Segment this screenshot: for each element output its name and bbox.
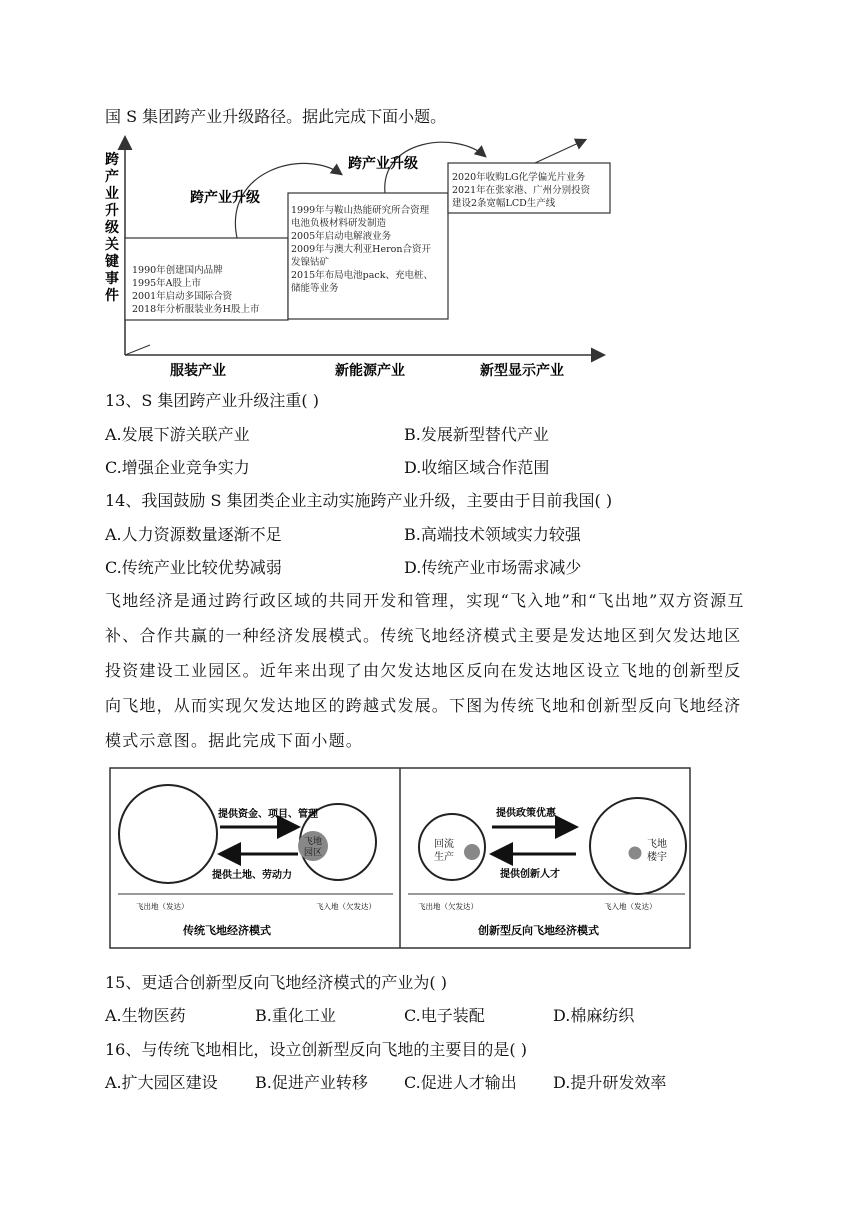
q16-option-c[interactable]: C.促进人才输出 — [404, 1073, 517, 1092]
svg-text:飞出地（欠发达）: 飞出地（欠发达） — [418, 902, 478, 911]
x-label-new-energy: 新能源产业 — [335, 363, 405, 379]
svg-text:2005年启动电解液业务: 2005年启动电解液业务 — [291, 231, 392, 242]
q16-stem: 16、与传统飞地相比，设立创新型反向飞地的主要目的是( ) — [105, 1040, 527, 1059]
q13-option-d[interactable]: D.收缩区域合作范围 — [404, 458, 550, 477]
q16-option-b[interactable]: B.促进产业转移 — [255, 1073, 368, 1092]
svg-text:升: 升 — [105, 203, 119, 219]
traditional-caption: 传统飞地经济模式 — [183, 924, 271, 937]
svg-text:储能等业务: 储能等业务 — [291, 283, 339, 294]
q15-option-d[interactable]: D.棉麻纺织 — [553, 1006, 635, 1025]
q15-stem: 15、更适合创新型反向飞地经济模式的产业为( ) — [105, 973, 447, 992]
svg-text:生产: 生产 — [434, 852, 454, 863]
svg-text:2001年启动多国际合资: 2001年启动多国际合资 — [132, 291, 233, 302]
q15-option-c[interactable]: C.电子装配 — [404, 1006, 485, 1025]
arrow-funds-label: 提供资金、项目、管理 — [218, 809, 318, 820]
svg-text:飞地: 飞地 — [647, 839, 667, 850]
svg-text:发镍钴矿: 发镍钴矿 — [291, 257, 330, 268]
svg-text:1999年与鞍山热能研究所合资理: 1999年与鞍山热能研究所合资理 — [291, 205, 430, 216]
arrow-policy-label: 提供政策优惠 — [496, 808, 556, 819]
x-label-apparel: 服装产业 — [170, 363, 226, 379]
svg-text:楼宇: 楼宇 — [647, 852, 667, 863]
svg-text:飞入地（发达）: 飞入地（发达） — [604, 902, 657, 911]
svg-text:1990年创建国内品牌: 1990年创建国内品牌 — [132, 265, 223, 276]
q13-option-a[interactable]: A.发展下游关联产业 — [105, 425, 250, 444]
svg-text:园区: 园区 — [304, 848, 323, 858]
upgrade-arrow-3 — [535, 140, 585, 163]
svg-text:2018年分析服装业务H股上市: 2018年分析服装业务H股上市 — [132, 304, 260, 315]
q13-option-c[interactable]: C.增强企业竞争实力 — [105, 458, 250, 477]
svg-text:级: 级 — [105, 220, 119, 236]
svg-text:关: 关 — [105, 237, 119, 253]
reverse-caption: 创新型反向飞地经济模式 — [478, 924, 599, 937]
svg-text:产: 产 — [105, 169, 119, 185]
svg-text:飞出地（发达）: 飞出地（发达） — [136, 902, 189, 911]
svg-text:飞地: 飞地 — [304, 837, 323, 847]
q14-option-c[interactable]: C.传统产业比较优势减弱 — [105, 558, 282, 577]
q16-option-a[interactable]: A.扩大园区建设 — [105, 1073, 218, 1092]
arrow-land-label: 提供土地、劳动力 — [212, 870, 292, 881]
svg-text:飞入地（欠发达）: 飞入地（欠发达） — [316, 902, 376, 911]
q14-option-b[interactable]: B.高端技术领域实力较强 — [404, 525, 581, 544]
return-production-dot — [464, 844, 480, 860]
svg-text:2021年在张家港、广州分别投资: 2021年在张家港、广州分别投资 — [452, 185, 591, 196]
q13-option-b[interactable]: B.发展新型替代产业 — [404, 425, 549, 444]
q14-option-a[interactable]: A.人力资源数量逐渐不足 — [105, 525, 282, 544]
svg-text:键: 键 — [105, 254, 119, 270]
passage: 飞地经济是通过跨行政区域的共同开发和管理，实现“飞入地”和“飞出地”双方资源互 补、合作共赢的一种经济发展模式。传统飞地经济模式主要是发达地区到欠发达地区 投资建设工业园区。近年来出现了由欠发达地区反向在发达地区设立飞地的创新型反 向飞地，从而实现欠发达地区的跨越式发展。下图为传统飞地和创新型反向飞地经济 模式示意图。据此完成下面小题。 — [105, 591, 745, 750]
x-label-new-display: 新型显示产业 — [480, 363, 564, 379]
intro-line: 国 S 集团跨产业升级路径。据此完成下面小题。 — [105, 107, 447, 126]
svg-text:事: 事 — [105, 271, 119, 287]
svg-text:2015年布局电池pack、充电桩、: 2015年布局电池pack、充电桩、 — [291, 270, 433, 281]
arrow-label-1: 跨产业升级 — [190, 190, 260, 206]
q13-stem: 13、S 集团跨产业升级注重( ) — [105, 391, 319, 410]
figure-enclave-models — [108, 766, 692, 950]
svg-text:2009年与澳大利亚Heron合资开: 2009年与澳大利亚Heron合资开 — [291, 244, 431, 255]
q14-option-d[interactable]: D.传统产业市场需求减少 — [404, 558, 582, 577]
svg-text:业: 业 — [105, 186, 119, 202]
enclave-building-dot — [629, 847, 642, 860]
svg-text:电池负极材料研发制造: 电池负极材料研发制造 — [291, 218, 387, 229]
q15-option-a[interactable]: A.生物医药 — [105, 1006, 186, 1025]
arrow-talent-label: 提供创新人才 — [500, 869, 560, 880]
q15-option-b[interactable]: B.重化工业 — [255, 1006, 336, 1025]
q14-stem: 14、我国鼓励 S 集团类企业主动实施跨产业升级，主要由于目前我国( ) — [105, 491, 613, 510]
svg-text:件: 件 — [105, 288, 119, 304]
y-axis-label — [105, 151, 119, 304]
svg-text:建设2条宽幅LCD生产线: 建设2条宽幅LCD生产线 — [452, 198, 556, 209]
svg-text:跨: 跨 — [105, 152, 119, 168]
svg-text:回流: 回流 — [434, 839, 454, 850]
arrow-label-2: 跨产业升级 — [348, 156, 418, 172]
q16-option-d[interactable]: D.提升研发效率 — [553, 1073, 667, 1092]
figure-industry-upgrade — [95, 130, 615, 380]
svg-text:2020年收购LG化学偏光片业务: 2020年收购LG化学偏光片业务 — [452, 172, 586, 183]
svg-text:1995年A股上市: 1995年A股上市 — [132, 278, 202, 289]
